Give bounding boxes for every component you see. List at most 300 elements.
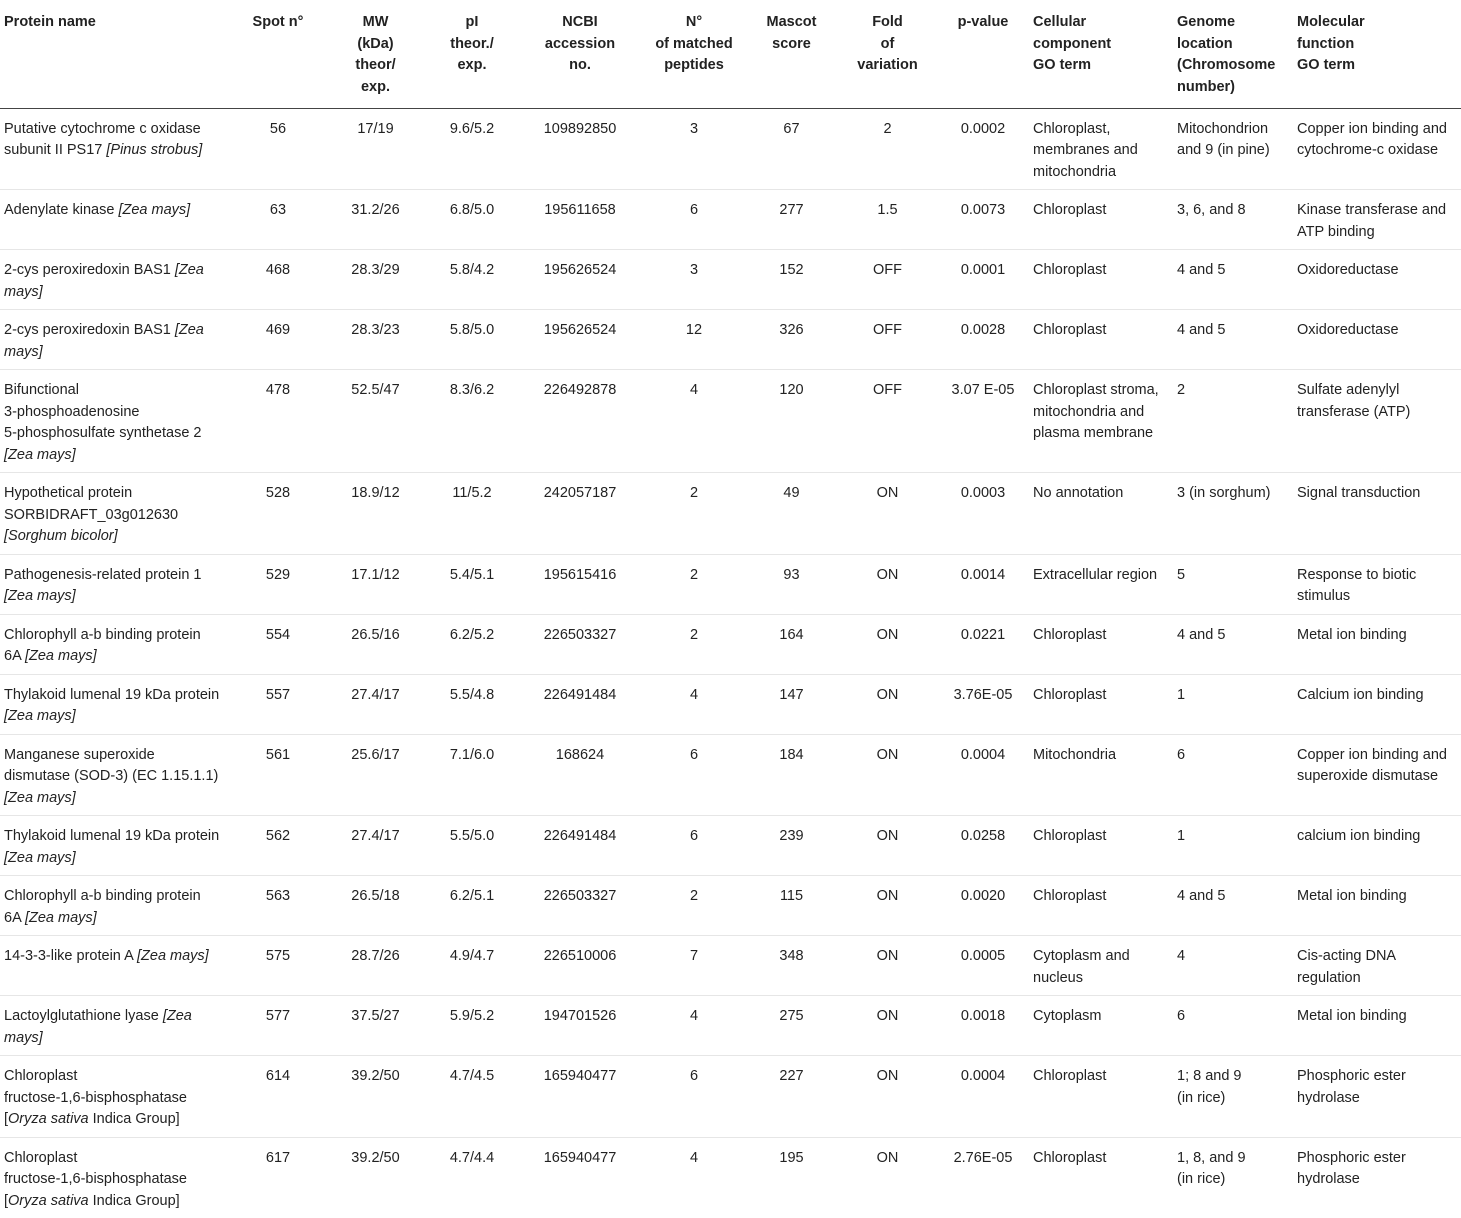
pi-value: 5.5/4.8 (449, 686, 495, 703)
function-cell (1293, 996, 1461, 1056)
genome-cell (1173, 996, 1293, 1056)
fold-value: ON (876, 948, 899, 964)
peptides-cell (643, 1056, 743, 1138)
pvalue-cell (935, 310, 1029, 370)
peptides-value: 4 (689, 686, 699, 703)
spot-value: 529 (265, 566, 291, 583)
peptides-value: 2 (689, 566, 699, 583)
species-suffix: Indica Group] (88, 1111, 180, 1127)
species-name: [Zea mays] (4, 708, 76, 724)
ncbi-cell (515, 936, 643, 996)
pi-cell (427, 614, 515, 674)
cellular-cell (1029, 936, 1173, 996)
mw-value: 28.3/29 (351, 262, 400, 278)
cellular-value: Chloroplast (1033, 686, 1107, 703)
cellular-value: Chloroplast (1033, 202, 1107, 218)
spot-value: 557 (265, 686, 291, 703)
pvalue-cell (935, 996, 1029, 1056)
mw-cell (322, 876, 427, 936)
mascot-cell (743, 996, 838, 1056)
spot-cell (232, 1056, 322, 1138)
function-value: Copper ion binding and cytochrome-c oxidase (1297, 120, 1447, 158)
fold-cell (838, 108, 935, 190)
species-name: [Zea mays] (137, 948, 209, 964)
ncbi-value: 109892850 (543, 120, 617, 137)
pvalue-value: 0.0003 (960, 485, 1006, 501)
ncbi-value: 195611658 (544, 202, 616, 218)
protein-name: Bifunctional 3-phosphoadenosine 5-phosphosulfate synthetase 2 (4, 382, 202, 441)
protein-name: 14-3-3-like protein A (4, 948, 137, 964)
pvalue-cell (935, 250, 1029, 310)
mascot-value: 49 (783, 485, 800, 501)
protein-name-cell (0, 554, 232, 614)
protein-name: Adenylate kinase (4, 202, 119, 218)
ncbi-cell (515, 250, 643, 310)
table-row (0, 250, 1461, 310)
pvalue-value: 0.0004 (960, 1068, 1006, 1084)
mw-cell (322, 816, 427, 876)
fold-cell (838, 1056, 935, 1138)
function-cell (1293, 674, 1461, 734)
ncbi-cell (515, 1137, 643, 1218)
header-mascot: Mascot score (743, 0, 838, 108)
genome-value: 4 and 5 (1177, 322, 1226, 338)
cellular-cell (1029, 108, 1173, 190)
protein-name-cell (0, 876, 232, 936)
cellular-value: No annotation (1033, 485, 1124, 501)
peptides-value: 6 (689, 1068, 699, 1084)
genome-cell (1173, 1056, 1293, 1138)
table-row (0, 1137, 1461, 1218)
peptides-cell (643, 876, 743, 936)
ncbi-value: 226491484 (543, 686, 617, 703)
pi-value: 6.2/5.2 (449, 626, 495, 643)
pvalue-value: 0.0004 (960, 746, 1006, 763)
header-mw: MW (kDa) theor/ exp. (322, 0, 427, 108)
spot-cell (232, 250, 322, 310)
pvalue-cell (935, 734, 1029, 816)
pi-cell (427, 734, 515, 816)
pi-value: 6.2/5.1 (449, 888, 495, 904)
mw-value: 26.5/16 (351, 626, 400, 643)
mascot-cell (743, 1137, 838, 1218)
fold-value: ON (876, 746, 899, 763)
ncbi-cell (515, 108, 643, 190)
spot-value: 577 (265, 1008, 291, 1024)
pvalue-value: 0.0258 (960, 828, 1006, 844)
protein-name: Chloroplast fructose-1,6-bisphosphatase [ (4, 1068, 187, 1127)
pi-cell (427, 190, 515, 250)
pi-value: 5.8/4.2 (449, 262, 495, 278)
peptides-value: 2 (689, 626, 699, 643)
cellular-cell (1029, 190, 1173, 250)
mw-value: 31.2/26 (351, 202, 400, 218)
peptides-value: 12 (685, 322, 703, 338)
mw-cell (322, 310, 427, 370)
header-fold: Fold of variation (838, 0, 935, 108)
table-row (0, 876, 1461, 936)
genome-value: 3 (in sorghum) (1177, 485, 1271, 501)
pi-cell (427, 1056, 515, 1138)
peptides-cell (643, 996, 743, 1056)
spot-value: 554 (265, 626, 291, 643)
fold-value: ON (876, 1149, 899, 1166)
mascot-value: 115 (779, 888, 804, 904)
peptides-cell (643, 674, 743, 734)
spot-value: 528 (265, 485, 291, 501)
species-name: Oryza sativa (8, 1192, 89, 1209)
header-protein-name: Protein name (0, 0, 232, 108)
table-row (0, 996, 1461, 1056)
fold-value: ON (876, 1008, 899, 1024)
cellular-value: Chloroplast stroma, mitochondria and plasma membrane (1033, 382, 1159, 441)
pvalue-cell (935, 473, 1029, 555)
mw-value: 27.4/17 (351, 828, 400, 844)
spot-value: 469 (265, 322, 291, 338)
fold-cell (838, 370, 935, 473)
species-name: Oryza sativa (8, 1111, 89, 1127)
pi-cell (427, 936, 515, 996)
fold-cell (838, 734, 935, 816)
fold-cell (838, 936, 935, 996)
cellular-cell (1029, 816, 1173, 876)
pvalue-value: 0.0073 (960, 202, 1006, 218)
table-row (0, 1056, 1461, 1138)
ncbi-cell (515, 1056, 643, 1138)
table-row (0, 310, 1461, 370)
pvalue-cell (935, 370, 1029, 473)
protein-name-cell (0, 250, 232, 310)
fold-cell (838, 614, 935, 674)
pvalue-cell (935, 936, 1029, 996)
function-cell (1293, 190, 1461, 250)
function-cell (1293, 1056, 1461, 1138)
pvalue-cell (935, 876, 1029, 936)
function-value: Calcium ion binding (1297, 686, 1424, 703)
mw-cell (322, 250, 427, 310)
peptides-value: 3 (689, 262, 699, 278)
spot-value: 468 (265, 262, 291, 278)
spot-value: 562 (265, 828, 291, 844)
pvalue-value: 0.0028 (960, 322, 1006, 338)
pi-cell (427, 250, 515, 310)
pvalue-value: 0.0001 (960, 262, 1006, 278)
pi-value: 4.9/4.7 (449, 948, 495, 964)
spot-cell (232, 996, 322, 1056)
protein-name-cell (0, 473, 232, 555)
ncbi-value: 226510006 (543, 948, 617, 964)
pvalue-value: 0.0005 (960, 948, 1006, 964)
mw-value: 39.2/50 (351, 1149, 400, 1166)
mw-value: 25.6/17 (351, 746, 400, 763)
header-peptides: N° of matched peptides (643, 0, 743, 108)
protein-name-cell (0, 614, 232, 674)
cellular-value: Cytoplasm (1033, 1008, 1102, 1024)
table-row (0, 614, 1461, 674)
spot-cell (232, 876, 322, 936)
mw-cell (322, 1137, 427, 1218)
cellular-value: Chloroplast (1033, 828, 1107, 844)
ncbi-cell (515, 996, 643, 1056)
fold-value: ON (876, 485, 899, 501)
pi-value: 5.5/5.0 (449, 828, 495, 844)
ncbi-cell (515, 734, 643, 816)
spot-cell (232, 310, 322, 370)
header-ncbi: NCBI accession no. (515, 0, 643, 108)
ncbi-value: 194701526 (543, 1008, 617, 1024)
genome-value: 4 and 5 (1177, 626, 1226, 643)
cellular-value: Chloroplast (1033, 626, 1107, 643)
ncbi-value: 195615416 (543, 566, 617, 583)
mascot-cell (743, 734, 838, 816)
genome-cell (1173, 310, 1293, 370)
mascot-value: 227 (779, 1068, 804, 1084)
function-cell (1293, 876, 1461, 936)
species-name: [Zea mays] (4, 849, 76, 866)
fold-cell (838, 816, 935, 876)
species-name: [Zea mays] (24, 909, 97, 926)
pvalue-cell (935, 816, 1029, 876)
ncbi-cell (515, 554, 643, 614)
spot-cell (232, 370, 322, 473)
species-name: [Zea mays] (4, 1008, 192, 1046)
pi-value: 11/5.2 (452, 485, 492, 501)
species-name: [Zea mays] (4, 588, 76, 604)
protein-name: Chlorophyll a-b binding protein 6A (4, 626, 201, 664)
pi-value: 4.7/4.5 (449, 1068, 495, 1084)
mw-value: 28.3/23 (351, 322, 400, 338)
peptides-cell (643, 310, 743, 370)
ncbi-value: 168624 (555, 746, 605, 763)
pi-cell (427, 370, 515, 473)
ncbi-cell (515, 614, 643, 674)
fold-value: ON (876, 626, 899, 643)
genome-cell (1173, 876, 1293, 936)
mw-cell (322, 1056, 427, 1138)
spot-cell (232, 554, 322, 614)
fold-value: 1.5 (877, 202, 898, 218)
fold-cell (838, 1137, 935, 1218)
cellular-cell (1029, 734, 1173, 816)
protein-name: Pathogenesis-related protein 1 (4, 566, 202, 583)
pi-value: 9.6/5.2 (449, 120, 495, 137)
function-value: Metal ion binding (1297, 626, 1407, 643)
ncbi-value: 195626524 (543, 262, 617, 278)
ncbi-cell (515, 370, 643, 473)
ncbi-cell (515, 876, 643, 936)
pi-cell (427, 310, 515, 370)
pvalue-value: 3.76E-05 (953, 686, 1013, 703)
ncbi-cell (515, 310, 643, 370)
cellular-cell (1029, 614, 1173, 674)
function-value: Signal transduction (1297, 485, 1421, 501)
genome-cell (1173, 614, 1293, 674)
mascot-cell (743, 816, 838, 876)
mascot-cell (743, 936, 838, 996)
pi-cell (427, 1137, 515, 1218)
cellular-value: Chloroplast, membranes and mitochondria (1033, 120, 1138, 180)
pi-value: 4.7/4.4 (449, 1149, 495, 1166)
species-name: [Pinus strobus] (106, 142, 203, 158)
pi-cell (427, 108, 515, 190)
mascot-value: 147 (779, 686, 804, 703)
genome-cell (1173, 734, 1293, 816)
ncbi-cell (515, 816, 643, 876)
function-value: Oxidoreductase (1297, 322, 1399, 338)
species-suffix: Indica Group] (88, 1192, 180, 1209)
spot-value: 56 (269, 120, 287, 137)
genome-cell (1173, 1137, 1293, 1218)
function-value: Sulfate adenylyl transferase (ATP) (1297, 382, 1411, 420)
pvalue-cell (935, 108, 1029, 190)
mascot-value: 93 (783, 566, 800, 583)
function-cell (1293, 250, 1461, 310)
pi-cell (427, 473, 515, 555)
mascot-value: 152 (779, 262, 804, 278)
function-value: Kinase transferase and ATP binding (1297, 202, 1447, 240)
pvalue-value: 0.0020 (960, 888, 1006, 904)
spot-cell (232, 108, 322, 190)
pvalue-value: 2.76E-05 (953, 1149, 1013, 1166)
protein-name: Chlorophyll a-b binding protein 6A (4, 888, 201, 926)
mw-value: 26.5/18 (351, 888, 400, 904)
genome-value: 3, 6, and 8 (1177, 202, 1246, 218)
pvalue-value: 3.07 E-05 (951, 382, 1015, 398)
fold-cell (838, 310, 935, 370)
cellular-value: Extracellular region (1033, 566, 1158, 583)
spot-cell (232, 734, 322, 816)
protein-name-cell (0, 1056, 232, 1138)
pi-value: 5.9/5.2 (449, 1008, 495, 1024)
cellular-cell (1029, 310, 1173, 370)
cellular-cell (1029, 250, 1173, 310)
mascot-cell (743, 190, 838, 250)
species-name: [Zea mays] (4, 446, 76, 463)
mascot-value: 275 (779, 1008, 804, 1024)
protein-name-cell (0, 1137, 232, 1218)
peptides-value: 4 (689, 1149, 699, 1166)
spot-value: 63 (269, 202, 287, 218)
mw-cell (322, 936, 427, 996)
cellular-cell (1029, 1137, 1173, 1218)
spot-cell (232, 674, 322, 734)
ncbi-value: 226491484 (543, 828, 617, 844)
protein-name-cell (0, 370, 232, 473)
peptides-value: 7 (689, 948, 699, 964)
genome-value: 5 (1177, 566, 1186, 583)
protein-name-cell (0, 936, 232, 996)
genome-cell (1173, 473, 1293, 555)
cellular-value: Chloroplast (1033, 322, 1107, 338)
function-value: Metal ion binding (1297, 1008, 1407, 1024)
species-name: [Zea mays] (24, 648, 97, 664)
cellular-value: Chloroplast (1033, 888, 1107, 904)
cellular-cell (1029, 1056, 1173, 1138)
spot-cell (232, 473, 322, 555)
spot-value: 614 (265, 1068, 291, 1084)
genome-value: 4 and 5 (1177, 888, 1226, 904)
peptides-cell (643, 936, 743, 996)
spot-cell (232, 190, 322, 250)
ncbi-cell (515, 190, 643, 250)
genome-cell (1173, 816, 1293, 876)
species-name: [Zea mays] (4, 262, 204, 300)
genome-value: 1 (1177, 686, 1186, 703)
genome-value: 4 and 5 (1177, 262, 1226, 278)
pi-value: 7.1/6.0 (449, 746, 495, 763)
protein-name: Putative cytochrome c oxidase subunit II PS17 (4, 120, 201, 158)
cellular-cell (1029, 370, 1173, 473)
cellular-value: Chloroplast (1033, 262, 1107, 278)
mascot-value: 67 (783, 120, 800, 137)
mw-cell (322, 614, 427, 674)
fold-value: ON (876, 686, 899, 703)
table-row (0, 190, 1461, 250)
mw-value: 52.5/47 (351, 382, 400, 398)
protein-name: Chloroplast fructose-1,6-bisphosphatase [ (4, 1149, 187, 1209)
ncbi-cell (515, 473, 643, 555)
table-row (0, 816, 1461, 876)
table-row (0, 370, 1461, 473)
mw-cell (322, 108, 427, 190)
ncbi-value: 226503327 (543, 888, 617, 904)
pvalue-value: 0.0018 (960, 1008, 1006, 1024)
function-cell (1293, 816, 1461, 876)
protein-name: Manganese superoxide dismutase (SOD-3) (EC 1.15.1.1) (4, 746, 219, 784)
protein-name: Hypothetical protein SORBIDRAFT_03g012630 (4, 485, 179, 523)
peptides-cell (643, 554, 743, 614)
mascot-value: 239 (779, 828, 804, 844)
peptides-cell (643, 370, 743, 473)
pvalue-cell (935, 674, 1029, 734)
spot-value: 563 (265, 888, 291, 904)
protein-name-cell (0, 816, 232, 876)
peptides-cell (643, 734, 743, 816)
function-cell (1293, 370, 1461, 473)
ncbi-value: 226503327 (543, 626, 617, 643)
function-value: Phosphoric ester hydrolase (1297, 1068, 1406, 1106)
pvalue-value: 0.0221 (960, 626, 1006, 643)
genome-value: 6 (1177, 1008, 1186, 1024)
table-row (0, 734, 1461, 816)
peptides-cell (643, 473, 743, 555)
species-name: [Zea mays] (118, 202, 191, 218)
mascot-value: 277 (779, 202, 804, 218)
fold-value: OFF (873, 382, 902, 398)
fold-value: OFF (873, 322, 902, 338)
mascot-cell (743, 310, 838, 370)
mascot-value: 184 (779, 746, 804, 763)
fold-value: ON (876, 566, 899, 583)
fold-cell (838, 250, 935, 310)
header-pvalue: p-value (935, 0, 1029, 108)
mascot-cell (743, 108, 838, 190)
mascot-cell (743, 473, 838, 555)
fold-cell (838, 996, 935, 1056)
fold-cell (838, 876, 935, 936)
table-row (0, 674, 1461, 734)
function-cell (1293, 554, 1461, 614)
ncbi-cell (515, 674, 643, 734)
fold-value: ON (876, 1068, 899, 1084)
protein-name: Thylakoid lumenal 19 kDa protein (4, 828, 220, 844)
pi-cell (427, 876, 515, 936)
protein-name: Lactoylglutathione lyase (4, 1008, 163, 1024)
genome-value: 1 (1177, 828, 1186, 844)
peptides-value: 6 (689, 746, 699, 763)
mascot-cell (743, 250, 838, 310)
function-value: Copper ion binding and superoxide dismutase (1297, 746, 1447, 784)
